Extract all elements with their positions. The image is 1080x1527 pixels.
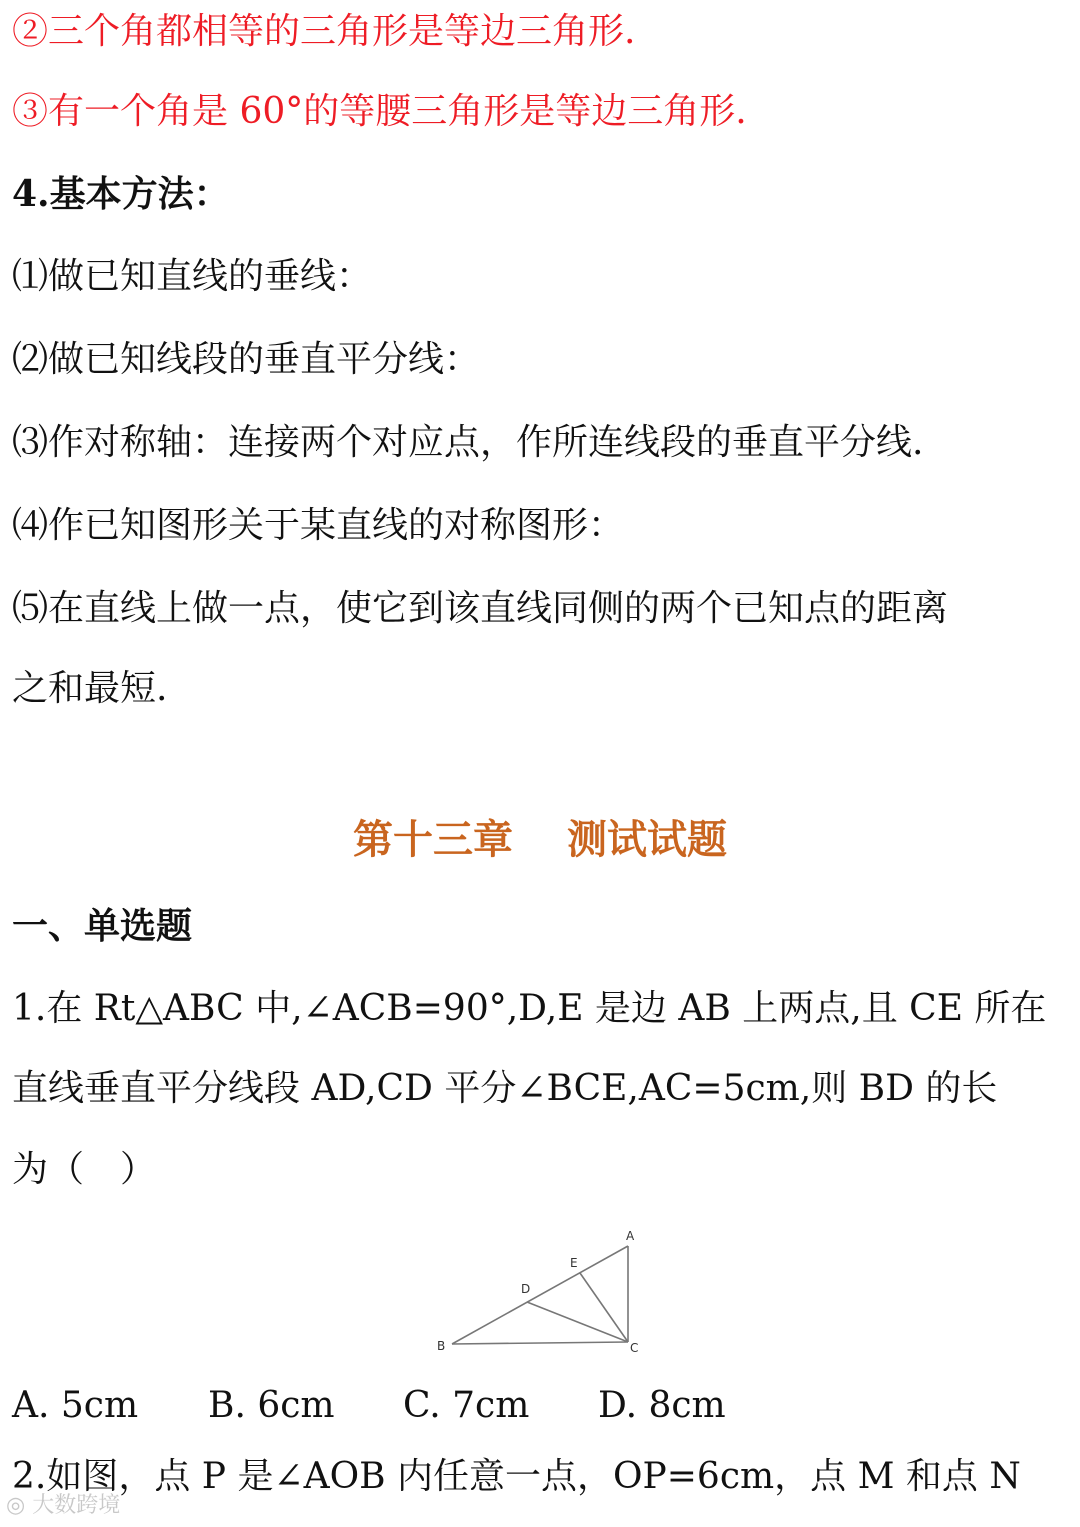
- method-4: ⑷作已知图形关于某直线的对称图形：: [12, 505, 625, 546]
- segment-bc: [452, 1342, 628, 1344]
- option-c[interactable]: C. 7cm: [403, 1385, 530, 1426]
- basic-methods-heading: 4.基本方法：: [12, 173, 230, 215]
- question-1-line-1: 1.在 Rt△ABC 中,∠ACB=90°,D,E 是边 AB 上两点,且 CE 所在: [12, 988, 1047, 1029]
- segment-cd: [527, 1302, 628, 1342]
- option-a[interactable]: A. 5cm: [12, 1385, 139, 1426]
- method-3: ⑶作对称轴：连接两个对应点，作所连线段的垂直平分线.: [12, 422, 924, 463]
- property-line-2: ②三个角都相等的三角形是等边三角形.: [12, 11, 636, 52]
- method-5: ⑸在直线上做一点，使它到该直线同侧的两个已知点的距离: [12, 588, 949, 629]
- question-2-line-1: 2.如图，点 P 是∠AOB 内任意一点，OP=6cm，点 M 和点 N: [12, 1456, 1021, 1497]
- watermark-icon: ◎: [6, 1493, 26, 1518]
- triangle-figure: [420, 1220, 660, 1360]
- question-1-line-2: 直线垂直平分线段 AD,CD 平分∠BCE,AC=5cm,则 BD 的长: [12, 1068, 998, 1109]
- label-c: C: [630, 1341, 639, 1355]
- watermark: [6, 1492, 120, 1520]
- method-5-cont: 之和最短.: [12, 668, 168, 709]
- label-e: E: [570, 1256, 578, 1270]
- section-title: 一、单选题: [12, 905, 193, 947]
- option-d[interactable]: D. 8cm: [598, 1385, 726, 1426]
- chapter-title: 第十三章 测试试题: [353, 816, 727, 863]
- label-b: B: [437, 1339, 446, 1353]
- label-a: A: [626, 1229, 635, 1243]
- method-1: ⑴做已知直线的垂线：: [12, 256, 373, 297]
- label-d: D: [521, 1282, 531, 1296]
- watermark-text: 大数跨境: [32, 1493, 121, 1518]
- method-2: ⑵做已知线段的垂直平分线：: [12, 339, 481, 380]
- option-b[interactable]: B. 6cm: [208, 1385, 335, 1426]
- segment-ab: [452, 1246, 628, 1344]
- property-line-3: ③有一个角是 60°的等腰三角形是等边三角形.: [12, 91, 747, 132]
- question-1-line-3: 为（ ）: [12, 1149, 157, 1190]
